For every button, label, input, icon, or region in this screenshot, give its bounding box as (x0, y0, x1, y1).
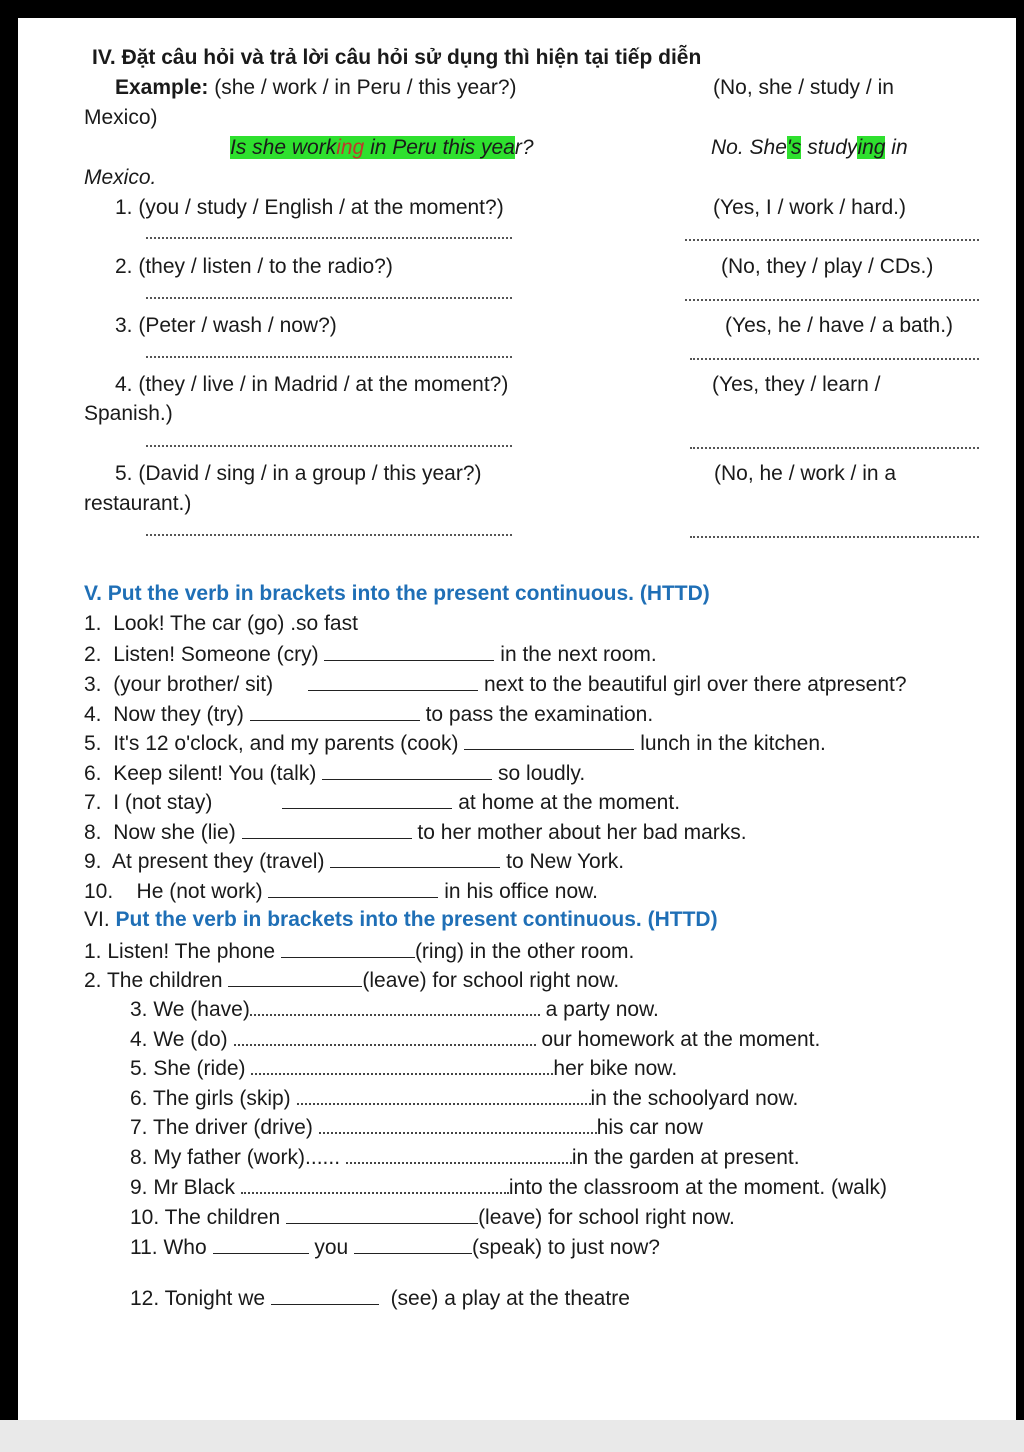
example-line (115, 75, 517, 101)
s6-blank-12[interactable] (271, 1284, 379, 1305)
s6-blank-1[interactable] (281, 937, 415, 958)
s4-cue-2: (No, they / play / CDs.) (721, 255, 934, 278)
s6-blank-5[interactable] (251, 1055, 553, 1075)
section-v-heading: V. Put the verb in brackets into the present continuous. (HTTD) (84, 582, 710, 605)
s4-answer-line-a4[interactable] (690, 447, 979, 449)
s6-item-1: 1. Listen! The phone (ring) in the other room. (84, 937, 634, 965)
s5-blank-2[interactable] (324, 640, 494, 661)
s6-item-4: 4. We (do) our homework at the moment. (130, 1028, 821, 1051)
s5-blank-6[interactable] (322, 759, 492, 780)
s4-cue-4: (Yes, they / learn / (712, 373, 881, 396)
s4-question-1: 1. (you / study / English / at the moment?) (115, 196, 504, 219)
bottom-strip (0, 1420, 1024, 1452)
s6-item-8: 8. My father (work)...... in the garden at present. (130, 1146, 800, 1169)
worksheet-page (18, 18, 1016, 1420)
s6-blank-10[interactable] (286, 1203, 478, 1224)
s6-item-7: 7. The driver (drive) his car now (130, 1116, 703, 1139)
s4-cue-5: (No, he / work / in a (714, 462, 897, 485)
s4-answer-line-q4[interactable] (146, 445, 512, 447)
example-label: Example: (115, 76, 209, 99)
s6-item-11: 11. Who you (speak) to just now? (130, 1233, 660, 1261)
section-iv-heading: IV. Đặt câu hỏi và trả lời câu hỏi sử dụng thì hiện tại tiếp diễn (92, 46, 702, 69)
s4-answer-line-a5[interactable] (690, 536, 979, 538)
s6-item-3: 3. We (have) a party now. (130, 998, 659, 1021)
s4-cue-4-cont: Spanish.) (84, 402, 173, 425)
s4-question-2: 2. (they / listen / to the radio?) (115, 255, 393, 278)
s4-question-4: 4. (they / live / in Madrid / at the moment?) (115, 373, 509, 396)
example-prompt: (she / work / in Peru / this year?) (214, 76, 517, 99)
s4-cue-5-cont: restaurant.) (84, 492, 192, 515)
s4-answer-line-q1[interactable] (146, 237, 512, 239)
s6-blank-4[interactable] (234, 1026, 536, 1046)
s5-item-8: 8. Now she (lie) to her mother about her bad marks. (84, 818, 747, 846)
s6-item-10: 10. The children (leave) for school right now. (130, 1203, 735, 1231)
s5-item-2: 2. Listen! Someone (cry) in the next room. (84, 640, 657, 668)
s4-question-5: 5. (David / sing / in a group / this year?) (115, 462, 482, 485)
s5-blank-8[interactable] (242, 818, 412, 839)
s5-item-4: 4. Now they (try) to pass the examination. (84, 700, 653, 728)
s5-blank-10[interactable] (268, 877, 438, 898)
s4-answer-line-a2[interactable] (685, 299, 979, 301)
s6-item-12: 12. Tonight we (see) a play at the theatre (130, 1284, 630, 1312)
highlight-1: Is she working in Peru this yea (230, 136, 515, 159)
s5-item-10: 10. He (not work) in his office now. (84, 877, 598, 905)
s4-cue-1: (Yes, I / work / hard.) (713, 196, 906, 219)
s5-item-1: 1. Look! The car (go) .so fast (84, 612, 358, 635)
s5-blank-7[interactable] (282, 788, 452, 809)
s4-answer-line-a3[interactable] (690, 358, 979, 360)
example-answer-question: Is she working in Peru this year? (230, 136, 534, 159)
s6-item-5: 5. She (ride) her bike now. (130, 1057, 678, 1080)
s6-blank-3[interactable] (250, 996, 540, 1016)
s5-blank-9[interactable] (330, 847, 500, 868)
s4-answer-line-q5[interactable] (146, 534, 512, 536)
s4-answer-line-q2[interactable] (146, 297, 512, 299)
s5-blank-5[interactable] (464, 729, 634, 750)
example-cue-cont: Mexico) (84, 106, 158, 129)
s4-answer-line-q3[interactable] (146, 356, 512, 358)
s5-blank-4[interactable] (250, 700, 420, 721)
example-cue: (No, she / study / in (713, 76, 894, 99)
s6-blank-8[interactable] (346, 1144, 572, 1164)
s5-item-7: 7. I (not stay) at home at the moment. (84, 788, 680, 816)
s4-answer-line-a1[interactable] (685, 239, 979, 241)
s6-blank-9[interactable] (241, 1174, 509, 1194)
s6-item-2: 2. The children (leave) for school right now. (84, 966, 619, 994)
example-answer-reply: No. She's studying in (711, 136, 908, 159)
s5-item-9: 9. At present they (travel) to New York. (84, 847, 624, 875)
s6-blank-2[interactable] (228, 966, 362, 987)
s6-blank-7[interactable] (319, 1114, 597, 1134)
s5-item-6: 6. Keep silent! You (talk) so loudly. (84, 759, 585, 787)
s6-blank-11a[interactable] (213, 1233, 309, 1254)
s5-item-3: 3. (your brother/ sit) next to the beautiful girl over there atpresent? (84, 670, 907, 698)
section-vi-heading: VI. Put the verb in brackets into the present continuous. (HTTD) (84, 908, 718, 931)
s4-question-3: 3. (Peter / wash / now?) (115, 314, 337, 337)
s4-cue-3: (Yes, he / have / a bath.) (725, 314, 954, 337)
s6-blank-6[interactable] (297, 1085, 591, 1105)
s6-blank-11b[interactable] (354, 1233, 472, 1254)
s5-item-5: 5. It's 12 o'clock, and my parents (cook) lunch in the kitchen. (84, 729, 826, 757)
s6-item-9: 9. Mr Black into the classroom at the moment. (walk) (130, 1176, 888, 1199)
example-answer-reply-cont: Mexico. (84, 166, 157, 189)
s5-blank-3[interactable] (308, 670, 478, 691)
s6-item-6: 6. The girls (skip) in the schoolyard now. (130, 1087, 799, 1110)
